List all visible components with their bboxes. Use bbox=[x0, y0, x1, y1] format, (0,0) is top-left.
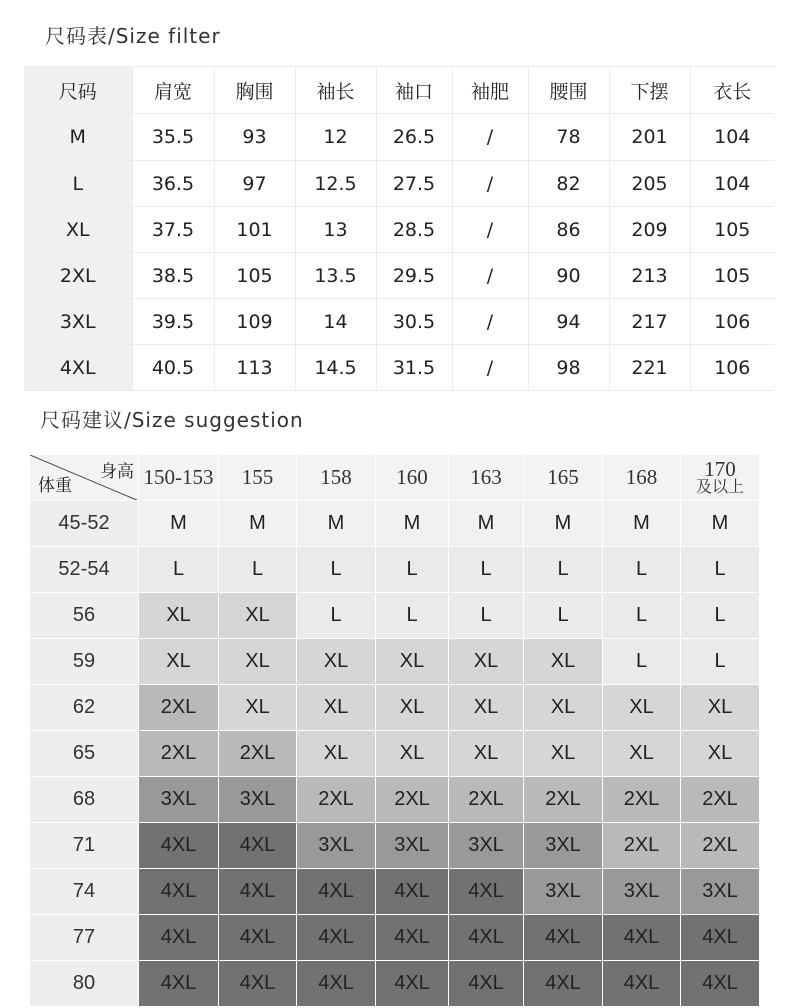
size-recommendation-cell: 4XL bbox=[603, 961, 681, 1007]
measurement-cell: 105 bbox=[690, 253, 774, 299]
measurement-cell: 36.5 bbox=[132, 161, 214, 207]
measurement-cell: 14.5 bbox=[295, 345, 376, 391]
measurement-cell: 82 bbox=[528, 161, 609, 207]
size-label-cell: L bbox=[24, 161, 132, 207]
weight-label-cell: 56 bbox=[30, 593, 139, 639]
size-recommendation-cell: L bbox=[524, 547, 603, 593]
table-row bbox=[24, 114, 774, 161]
size-recommendation-cell: 3XL bbox=[449, 823, 524, 869]
size-recommendation-cell: 4XL bbox=[219, 869, 297, 915]
size-recommendation-cell: XL bbox=[219, 685, 297, 731]
col-header-shoulder: 肩宽 bbox=[132, 67, 214, 114]
measurement-cell: 105 bbox=[214, 253, 295, 299]
height-header-cell-last bbox=[681, 455, 760, 501]
size-recommendation-cell: XL bbox=[376, 685, 449, 731]
size-recommendation-cell: M bbox=[524, 501, 603, 547]
measurement-cell: 14 bbox=[295, 299, 376, 345]
measurement-cell: 106 bbox=[690, 299, 774, 345]
weight-label-cell: 74 bbox=[30, 869, 139, 915]
weight-label-cell: 62 bbox=[30, 685, 139, 731]
table-row bbox=[30, 823, 760, 869]
size-suggestion-table bbox=[29, 454, 760, 1007]
size-recommendation-cell: L bbox=[603, 593, 681, 639]
size-recommendation-cell: L bbox=[524, 593, 603, 639]
measurement-cell: 38.5 bbox=[132, 253, 214, 299]
size-recommendation-cell: 2XL bbox=[603, 777, 681, 823]
height-header-cell: 163 bbox=[449, 455, 524, 501]
col-header-length: 衣长 bbox=[690, 67, 774, 114]
measurement-cell: 39.5 bbox=[132, 299, 214, 345]
table-row bbox=[30, 961, 760, 1007]
measurement-cell: 104 bbox=[690, 161, 774, 207]
size-filter-title: 尺码表/Size filter bbox=[45, 24, 221, 48]
size-label-cell: 2XL bbox=[24, 253, 132, 299]
size-recommendation-cell: XL bbox=[681, 685, 760, 731]
measurement-cell: 12.5 bbox=[295, 161, 376, 207]
col-header-size: 尺码 bbox=[24, 67, 132, 114]
measurement-cell: 94 bbox=[528, 299, 609, 345]
measurement-cell: 213 bbox=[609, 253, 690, 299]
size-label-cell: M bbox=[24, 114, 132, 161]
size-recommendation-cell: 4XL bbox=[139, 915, 219, 961]
size-recommendation-cell: 4XL bbox=[449, 915, 524, 961]
size-recommendation-cell: XL bbox=[219, 639, 297, 685]
size-recommendation-cell: M bbox=[449, 501, 524, 547]
weight-label-cell: 71 bbox=[30, 823, 139, 869]
size-recommendation-cell: 2XL bbox=[219, 731, 297, 777]
measurement-cell: / bbox=[452, 253, 528, 299]
size-recommendation-cell: 3XL bbox=[681, 869, 760, 915]
size-label-cell: 3XL bbox=[24, 299, 132, 345]
measurement-cell: 98 bbox=[528, 345, 609, 391]
measurement-cell: 93 bbox=[214, 114, 295, 161]
size-filter-header-row bbox=[24, 67, 774, 114]
measurement-cell: 113 bbox=[214, 345, 295, 391]
table-row bbox=[30, 685, 760, 731]
size-recommendation-cell: L bbox=[376, 547, 449, 593]
measurement-cell: / bbox=[452, 345, 528, 391]
size-recommendation-cell: L bbox=[297, 547, 376, 593]
size-recommendation-cell: 3XL bbox=[297, 823, 376, 869]
size-recommendation-cell: 4XL bbox=[219, 961, 297, 1007]
weight-label-cell: 68 bbox=[30, 777, 139, 823]
table-row bbox=[24, 345, 774, 391]
size-recommendation-cell: M bbox=[139, 501, 219, 547]
size-recommendation-cell: 4XL bbox=[524, 961, 603, 1007]
size-recommendation-cell: 2XL bbox=[681, 823, 760, 869]
size-recommendation-cell: M bbox=[681, 501, 760, 547]
measurement-cell: 29.5 bbox=[376, 253, 452, 299]
size-recommendation-cell: XL bbox=[603, 731, 681, 777]
size-recommendation-cell: XL bbox=[603, 685, 681, 731]
size-recommendation-cell: L bbox=[219, 547, 297, 593]
size-recommendation-cell: L bbox=[449, 593, 524, 639]
table-row bbox=[24, 207, 774, 253]
size-recommendation-cell: 4XL bbox=[219, 915, 297, 961]
size-recommendation-cell: XL bbox=[139, 639, 219, 685]
size-recommendation-cell: M bbox=[297, 501, 376, 547]
size-recommendation-cell: 4XL bbox=[297, 869, 376, 915]
weight-label-cell: 45-52 bbox=[30, 501, 139, 547]
size-recommendation-cell: 4XL bbox=[139, 961, 219, 1007]
col-header-sleeve-length: 袖长 bbox=[295, 67, 376, 114]
measurement-cell: / bbox=[452, 161, 528, 207]
size-recommendation-cell: 4XL bbox=[219, 823, 297, 869]
size-recommendation-cell: 3XL bbox=[219, 777, 297, 823]
size-recommendation-cell: 2XL bbox=[139, 731, 219, 777]
measurement-cell: 31.5 bbox=[376, 345, 452, 391]
height-header-cell: 160 bbox=[376, 455, 449, 501]
height-value: 170 bbox=[704, 456, 736, 481]
weight-label-cell: 77 bbox=[30, 915, 139, 961]
size-recommendation-cell: 3XL bbox=[524, 823, 603, 869]
table-row bbox=[30, 593, 760, 639]
size-recommendation-cell: XL bbox=[449, 639, 524, 685]
size-recommendation-cell: XL bbox=[297, 731, 376, 777]
size-recommendation-cell: 4XL bbox=[681, 915, 760, 961]
measurement-cell: 217 bbox=[609, 299, 690, 345]
col-header-waist: 腰围 bbox=[528, 67, 609, 114]
size-recommendation-cell: 2XL bbox=[681, 777, 760, 823]
table-row bbox=[30, 639, 760, 685]
measurement-cell: 13 bbox=[295, 207, 376, 253]
table-row bbox=[24, 253, 774, 299]
measurement-cell: 109 bbox=[214, 299, 295, 345]
measurement-cell: / bbox=[452, 114, 528, 161]
weight-axis-label: 体重 bbox=[38, 476, 72, 496]
size-recommendation-cell: XL bbox=[219, 593, 297, 639]
measurement-cell: 35.5 bbox=[132, 114, 214, 161]
size-recommendation-cell: 4XL bbox=[376, 961, 449, 1007]
size-filter-table bbox=[24, 66, 774, 391]
table-row bbox=[30, 777, 760, 823]
height-header-cell: 165 bbox=[524, 455, 603, 501]
measurement-cell: 205 bbox=[609, 161, 690, 207]
col-header-cuff: 袖口 bbox=[376, 67, 452, 114]
size-recommendation-cell: 4XL bbox=[603, 915, 681, 961]
size-recommendation-cell: 4XL bbox=[449, 961, 524, 1007]
size-label-cell: XL bbox=[24, 207, 132, 253]
size-recommendation-cell: 2XL bbox=[376, 777, 449, 823]
size-recommendation-cell: 4XL bbox=[376, 869, 449, 915]
size-recommendation-cell: 2XL bbox=[449, 777, 524, 823]
size-recommendation-cell: 4XL bbox=[524, 915, 603, 961]
measurement-cell: 106 bbox=[690, 345, 774, 391]
measurement-cell: 28.5 bbox=[376, 207, 452, 253]
size-recommendation-cell: M bbox=[376, 501, 449, 547]
table-row bbox=[30, 731, 760, 777]
size-recommendation-cell: 4XL bbox=[449, 869, 524, 915]
measurement-cell: 101 bbox=[214, 207, 295, 253]
weight-label-cell: 65 bbox=[30, 731, 139, 777]
size-recommendation-cell: 4XL bbox=[297, 961, 376, 1007]
size-recommendation-cell: XL bbox=[524, 685, 603, 731]
height-header-row bbox=[30, 455, 760, 501]
measurement-cell: 78 bbox=[528, 114, 609, 161]
size-recommendation-cell: XL bbox=[681, 731, 760, 777]
table-row bbox=[30, 869, 760, 915]
table-row bbox=[24, 161, 774, 207]
table-row bbox=[30, 501, 760, 547]
size-recommendation-cell: XL bbox=[449, 685, 524, 731]
height-header-cell: 150-153 bbox=[139, 455, 219, 501]
measurement-cell: / bbox=[452, 207, 528, 253]
size-recommendation-cell: 3XL bbox=[603, 869, 681, 915]
size-recommendation-cell: 2XL bbox=[603, 823, 681, 869]
weight-label-cell: 80 bbox=[30, 961, 139, 1007]
size-recommendation-cell: L bbox=[681, 593, 760, 639]
measurement-cell: 201 bbox=[609, 114, 690, 161]
size-label-cell: 4XL bbox=[24, 345, 132, 391]
size-recommendation-cell: 3XL bbox=[139, 777, 219, 823]
size-recommendation-cell: M bbox=[219, 501, 297, 547]
size-recommendation-cell: L bbox=[681, 547, 760, 593]
size-recommendation-cell: L bbox=[139, 547, 219, 593]
size-recommendation-cell: 3XL bbox=[524, 869, 603, 915]
size-recommendation-cell: XL bbox=[139, 593, 219, 639]
size-recommendation-cell: L bbox=[376, 593, 449, 639]
size-recommendation-cell: 3XL bbox=[376, 823, 449, 869]
table-row bbox=[30, 547, 760, 593]
size-recommendation-cell: XL bbox=[297, 639, 376, 685]
measurement-cell: 105 bbox=[690, 207, 774, 253]
height-header-cell: 158 bbox=[297, 455, 376, 501]
col-header-bust: 胸围 bbox=[214, 67, 295, 114]
height-axis-label: 身高 bbox=[100, 462, 134, 482]
measurement-cell: 104 bbox=[690, 114, 774, 161]
measurement-cell: 40.5 bbox=[132, 345, 214, 391]
measurement-cell: 13.5 bbox=[295, 253, 376, 299]
measurement-cell: 97 bbox=[214, 161, 295, 207]
size-recommendation-cell: XL bbox=[376, 639, 449, 685]
measurement-cell: 12 bbox=[295, 114, 376, 161]
weight-label-cell: 59 bbox=[30, 639, 139, 685]
size-recommendation-cell: 4XL bbox=[376, 915, 449, 961]
measurement-cell: 26.5 bbox=[376, 114, 452, 161]
height-header-cell: 168 bbox=[603, 455, 681, 501]
size-recommendation-cell: L bbox=[603, 639, 681, 685]
size-recommendation-cell: 2XL bbox=[297, 777, 376, 823]
size-recommendation-cell: XL bbox=[449, 731, 524, 777]
size-recommendation-cell: XL bbox=[524, 731, 603, 777]
col-header-sleeve-width: 袖肥 bbox=[452, 67, 528, 114]
height-header-cell: 155 bbox=[219, 455, 297, 501]
measurement-cell: 86 bbox=[528, 207, 609, 253]
size-suggestion-title: 尺码建议/Size suggestion bbox=[40, 408, 304, 432]
height-suffix: 及以上 bbox=[695, 476, 744, 496]
corner-cell bbox=[30, 455, 139, 501]
table-row bbox=[24, 299, 774, 345]
measurement-cell: / bbox=[452, 299, 528, 345]
weight-label-cell: 52-54 bbox=[30, 547, 139, 593]
size-recommendation-cell: 4XL bbox=[681, 961, 760, 1007]
size-recommendation-cell: L bbox=[681, 639, 760, 685]
size-recommendation-cell: XL bbox=[297, 685, 376, 731]
size-recommendation-cell: L bbox=[603, 547, 681, 593]
measurement-cell: 221 bbox=[609, 345, 690, 391]
size-recommendation-cell: 4XL bbox=[139, 823, 219, 869]
col-header-hem: 下摆 bbox=[609, 67, 690, 114]
measurement-cell: 37.5 bbox=[132, 207, 214, 253]
size-recommendation-cell: XL bbox=[524, 639, 603, 685]
size-recommendation-cell: 4XL bbox=[297, 915, 376, 961]
measurement-cell: 90 bbox=[528, 253, 609, 299]
size-recommendation-cell: 4XL bbox=[139, 869, 219, 915]
size-recommendation-cell: 2XL bbox=[524, 777, 603, 823]
table-row bbox=[30, 915, 760, 961]
measurement-cell: 30.5 bbox=[376, 299, 452, 345]
measurement-cell: 209 bbox=[609, 207, 690, 253]
size-recommendation-cell: L bbox=[297, 593, 376, 639]
measurement-cell: 27.5 bbox=[376, 161, 452, 207]
size-recommendation-cell: L bbox=[449, 547, 524, 593]
size-recommendation-cell: XL bbox=[376, 731, 449, 777]
size-recommendation-cell: M bbox=[603, 501, 681, 547]
size-recommendation-cell: 2XL bbox=[139, 685, 219, 731]
